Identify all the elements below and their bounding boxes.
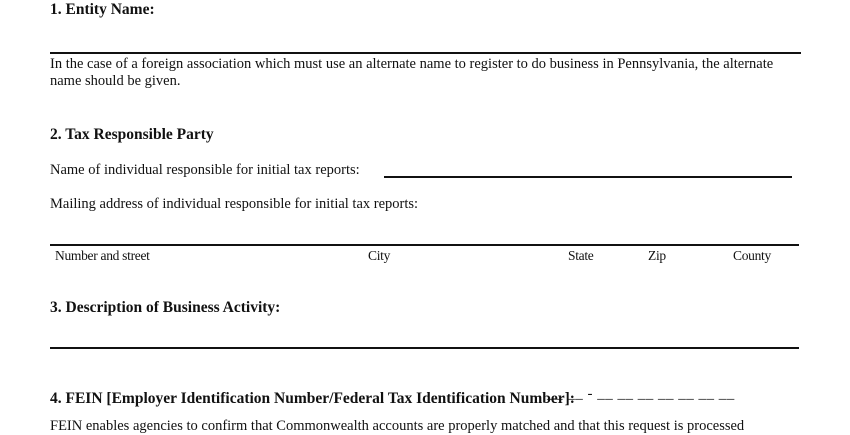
business-activity-field[interactable] [50,347,799,349]
business-activity-heading: 3. Description of Business Activity: [50,299,281,316]
responsible-name-label: Name of individual responsible for initial tax reports: [50,162,360,178]
address-state-label: State [568,248,594,263]
entity-name-field[interactable] [50,52,801,54]
entity-name-heading: 1. Entity Name: [50,1,155,18]
fein-heading: 4. FEIN [Employer Identification Number/Federal Tax Identification Number]: [50,390,575,407]
alternate-name-note: In the case of a foreign association which must use an alternate name to register to do business in Pennsylvania, the alternate name should be given. [50,56,774,89]
address-city-label: City [368,248,391,263]
address-county-label: County [733,248,771,263]
responsible-name-field[interactable] [384,176,792,178]
mailing-address-label: Mailing address of individual responsible for initial tax reports: [50,196,419,212]
fein-input-blanks[interactable]: __ __ - __ __ __ __ __ __ __ [547,386,735,402]
mailing-address-field[interactable] [50,244,799,246]
address-street-label: Number and street [55,248,150,263]
tax-responsible-party-heading: 2. Tax Responsible Party [50,126,214,143]
address-zip-label: Zip [648,248,666,263]
fein-note: FEIN enables agencies to confirm that Commonwealth accounts are properly matched and that this request is processed [50,418,745,434]
